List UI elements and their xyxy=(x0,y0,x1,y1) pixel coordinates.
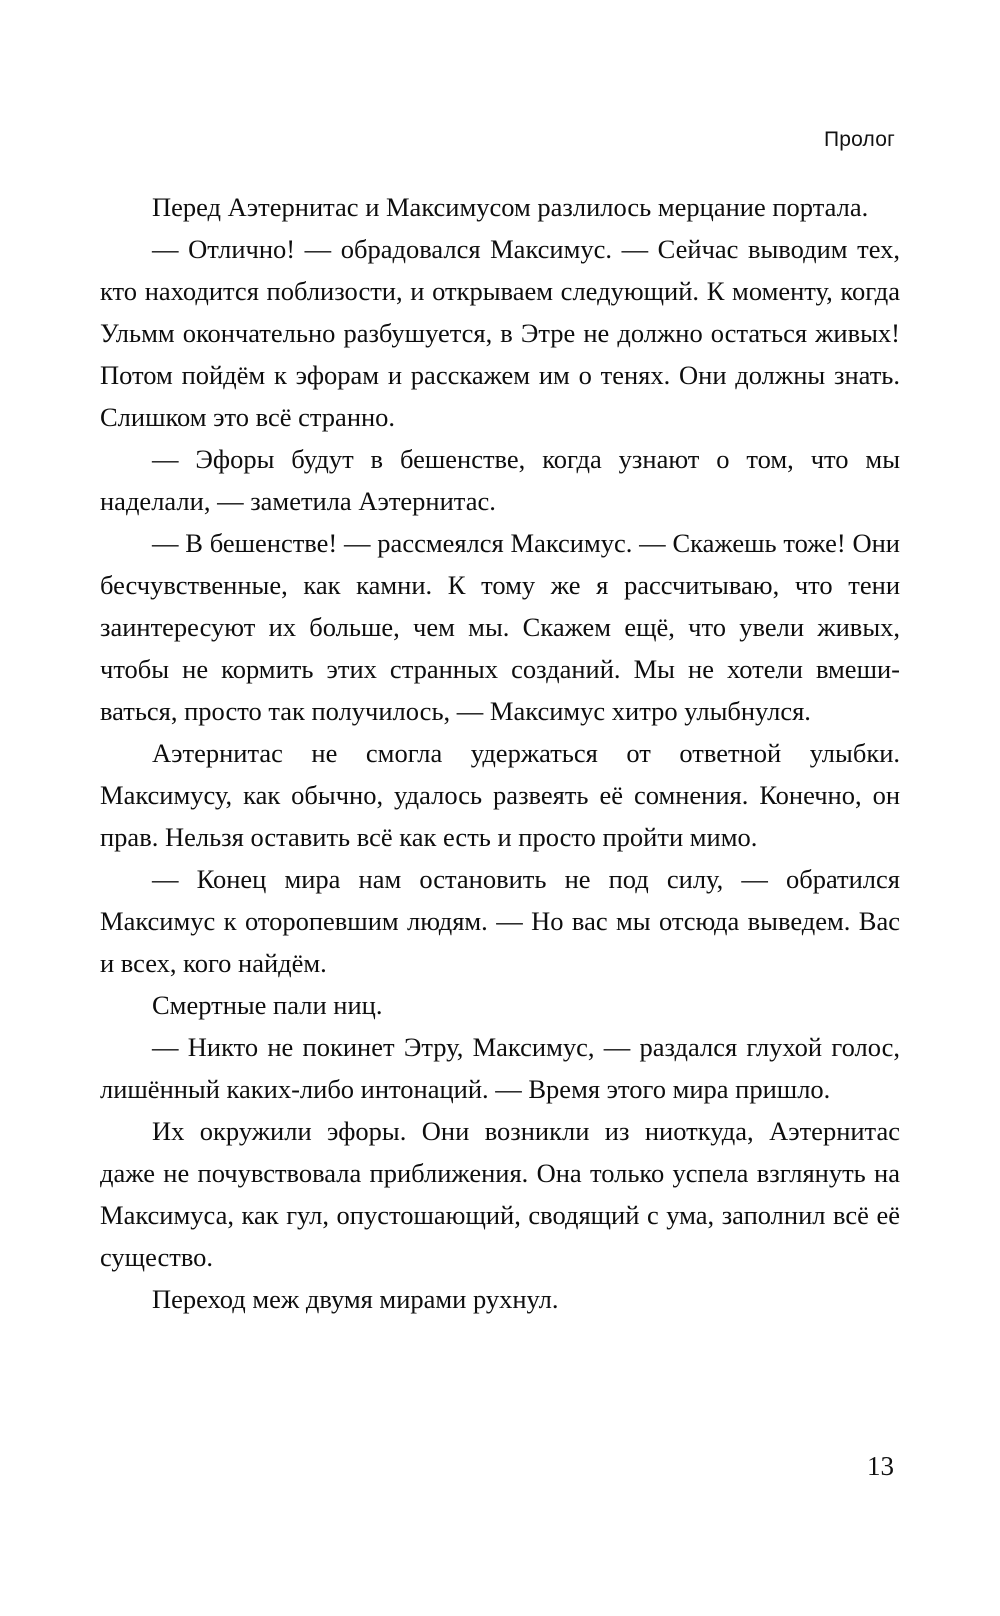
paragraph: Перед Аэтернитас и Максимусом разлилось мерцание портала. xyxy=(152,192,869,222)
page-number: 13 xyxy=(867,1451,894,1481)
paragraph: — В бешенстве! — рассмеялся Максимус. — Скажешь тоже! Они бесчувственные, как камни. К тому же я рассчитываю, что тени заинтересуют их больше, чем мы. Скажем ещё, что увели живых, чтобы не кормить этих странных созданий. Мы не хотели вмешиваться, просто так получилось, — Максимус хитро улыбнулся. xyxy=(100,528,900,726)
running-head: Пролог xyxy=(823,128,895,151)
paragraph: — Отлично! — обрадовался Максимус. — Сейчас выводим тех, кто находится поблизости, и открываем следующий. К моменту, когда Ульмм окончательно разбушуется, в Этре не должно остаться живых! Потом пойдём к эфорам и расскажем им о тенях. Они должны знать. Слишком это всё странно. xyxy=(100,234,900,432)
paragraph: Аэтернитас не смогла удержаться от ответной улыбки. Максимусу, как обычно, удалось развеять её сомнения. Конечно, он прав. Нельзя оставить всё как есть и просто пройти мимо. xyxy=(100,738,900,852)
paragraph: Смертные пали ниц. xyxy=(152,990,383,1020)
paragraph: — Никто не покинет Этру, Максимус, — раздался глухой голос, лишённый каких-либо интонаций. — Время этого мира пришло. xyxy=(100,1032,900,1104)
paragraph: Их окружили эфоры. Они возникли из ниоткуда, Аэтернитас даже не почувствовала приближения. Она только успела взглянуть на Максимуса, как гул, опустошающий, сводящий с ума, заполнил всё её существо. xyxy=(100,1116,900,1272)
body-text xyxy=(100,186,900,1320)
paragraph: — Эфоры будут в бешенстве, когда узнают о том, что мы наделали, — заметила Аэтернитас. xyxy=(100,444,900,516)
paragraph: — Конец мира нам остановить не под силу, — обратился Максимус к оторопевшим людям. — Но вас мы отсюда выведем. Вас и всех, кого найдём. xyxy=(100,864,900,978)
paragraph: Переход меж двумя мирами рухнул. xyxy=(152,1284,559,1314)
